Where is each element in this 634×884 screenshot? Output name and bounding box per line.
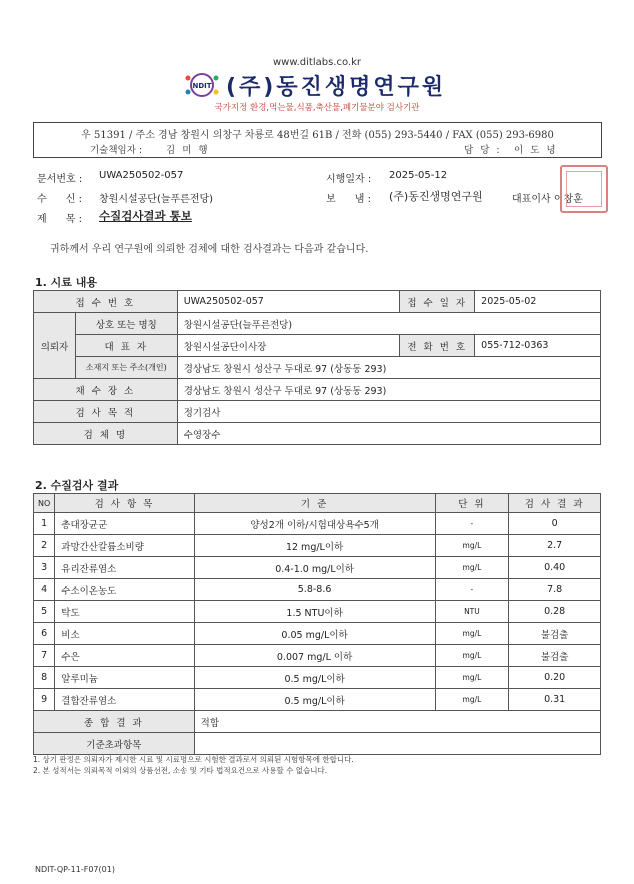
header-item: 검 사 항 목	[55, 494, 194, 513]
purpose-value: 정기검사	[177, 401, 600, 423]
lab-logo-icon	[182, 72, 222, 98]
issue-date-value: 2025-05-12	[389, 170, 448, 181]
row-item: 총대장균군	[55, 513, 194, 535]
row-result: 0.28	[509, 601, 601, 623]
section1-title: 1. 시료 내용	[35, 276, 97, 289]
row-result: 0	[509, 513, 601, 535]
overall-row	[34, 711, 601, 733]
row-item: 유리잔류염소	[55, 557, 194, 579]
row-item: 결합잔류염소	[55, 689, 194, 711]
row-item: 수은	[55, 645, 194, 667]
exceed-row	[34, 733, 601, 755]
table-row	[34, 291, 601, 313]
row-no: 4	[34, 579, 55, 601]
table-row	[34, 401, 601, 423]
manager-name: 이 도 녕	[514, 145, 558, 156]
tech-manager-name: 김 미 행	[166, 145, 210, 156]
row-unit: mg/L	[435, 557, 509, 579]
table-row	[34, 557, 601, 579]
row-result: 0.31	[509, 689, 601, 711]
row-unit: mg/L	[435, 689, 509, 711]
header-standard: 기 준	[194, 494, 435, 513]
results-header-row	[34, 494, 601, 513]
row-unit: mg/L	[435, 667, 509, 689]
row-no: 6	[34, 623, 55, 645]
row-no: 9	[34, 689, 55, 711]
website-url: www.ditlabs.co.kr	[272, 57, 361, 68]
row-no: 5	[34, 601, 55, 623]
doc-no-value: UWA250502-057	[99, 170, 184, 181]
tech-manager-label: 기술책임자 :	[90, 145, 143, 156]
row-unit: -	[435, 579, 509, 601]
table-row	[34, 689, 601, 711]
table-row	[34, 667, 601, 689]
note-1: 1. 상기 판정은 의뢰자가 제시한 시료 및 시료명으로 시험한 결과로서 의뢰된 시험항목에 한합니다.	[33, 755, 354, 764]
row-no: 3	[34, 557, 55, 579]
subject-value: 수질검사결과 통보	[99, 209, 192, 223]
row-item: 탁도	[55, 601, 194, 623]
address-label: 소재지 또는 주소(개인)	[75, 357, 177, 379]
row-result: 2.7	[509, 535, 601, 557]
table-row	[34, 313, 601, 335]
logo-text: NDIT	[192, 82, 212, 90]
address-box	[33, 122, 602, 158]
row-no: 1	[34, 513, 55, 535]
notes	[33, 754, 354, 776]
row-unit: mg/L	[435, 645, 509, 667]
row-item: 알루미늄	[55, 667, 194, 689]
representative-label: 대 표 자	[75, 335, 177, 357]
receipt-no-label: 접 수 번 호	[34, 291, 178, 313]
row-standard: 0.05 mg/L이하	[194, 623, 435, 645]
receipt-date-label: 접 수 일 자	[400, 291, 475, 313]
table-row	[34, 357, 601, 379]
subject-label: 제 목 :	[37, 214, 82, 225]
table-row	[34, 423, 601, 445]
form-code: NDIT-QP-11-F07(01)	[35, 865, 115, 874]
sample-info-table	[33, 290, 601, 445]
table-row	[34, 623, 601, 645]
table-row	[34, 579, 601, 601]
company-value: 창원시설공단(늘푸른전당)	[177, 313, 600, 335]
phone-value: 055-712-0363	[475, 335, 601, 357]
table-row	[34, 379, 601, 401]
table-row	[34, 645, 601, 667]
sampling-place-label: 채 수 장 소	[34, 379, 178, 401]
row-item: 과망간산칼륨소비량	[55, 535, 194, 557]
company-label: 상호 또는 명칭	[75, 313, 177, 335]
row-unit: mg/L	[435, 623, 509, 645]
issue-date-label: 시행일자 :	[326, 174, 372, 185]
row-standard: 12 mg/L이하	[194, 535, 435, 557]
intro-text: 귀하께서 우리 연구원에 의뢰한 검체에 대한 검사결과는 다음과 같습니다.	[50, 244, 369, 255]
address-value: 경상남도 창원시 성산구 두대로 97 (상동동 293)	[177, 357, 600, 379]
row-standard: 1.5 NTU이하	[194, 601, 435, 623]
row-result: 불검출	[509, 645, 601, 667]
row-standard: 0.007 mg/L 이하	[194, 645, 435, 667]
recipient-value: 창원시설공단(늘푸른전당)	[99, 194, 214, 205]
row-result: 0.20	[509, 667, 601, 689]
row-unit: -	[435, 513, 509, 535]
doc-no-label: 문서번호 :	[37, 174, 83, 185]
recipient-label: 수 신 :	[37, 194, 82, 205]
receipt-date-value: 2025-05-02	[475, 291, 601, 313]
section2-title: 2. 수질검사 결과	[35, 479, 119, 492]
representative-value: 창원시설공단이사장	[177, 335, 400, 357]
exceed-value	[194, 733, 600, 755]
row-standard: 0.5 mg/L이하	[194, 667, 435, 689]
phone-label: 전 화 번 호	[400, 335, 475, 357]
table-row	[34, 601, 601, 623]
manager-label: 담 당 :	[464, 145, 502, 156]
sender-representative: 대표이사 이창훈	[512, 194, 583, 205]
lab-subtitle: 국가지정 환경,먹는물,식품,축산물,폐기물분야 검사기관	[214, 103, 420, 113]
row-result: 불검출	[509, 623, 601, 645]
row-no: 2	[34, 535, 55, 557]
table-row	[34, 335, 601, 357]
sample-name-value: 수영장수	[177, 423, 600, 445]
row-standard: 양성2개 이하/시험대상욕수5개	[194, 513, 435, 535]
row-item: 수소이온농도	[55, 579, 194, 601]
lab-address: 우 51391 / 주소 경남 창원시 의창구 차룡로 48번길 61B / 전화 (055) 293-5440 / FAX (055) 293-6980	[81, 130, 554, 141]
results-body	[34, 513, 601, 711]
sender-value: (주)동진생명연구원	[389, 190, 483, 203]
header-unit: 단 위	[435, 494, 509, 513]
results-table	[33, 493, 601, 755]
company-seal-stamp	[560, 165, 608, 213]
overall-label: 종 합 결 과	[34, 711, 195, 733]
table-row	[34, 535, 601, 557]
exceed-label: 기준초과항목	[34, 733, 195, 755]
header-no: NO	[34, 494, 55, 513]
row-standard: 0.4-1.0 mg/L이하	[194, 557, 435, 579]
row-unit: mg/L	[435, 535, 509, 557]
row-result: 7.8	[509, 579, 601, 601]
note-2: 2. 본 성적서는 의뢰목적 이외의 상품선전, 소송 및 기타 법적요건으로 사용할 수 없습니다.	[33, 766, 328, 775]
lab-name: (주)동진생명연구원	[226, 75, 447, 100]
receipt-no-value: UWA250502-057	[177, 291, 400, 313]
client-label: 의뢰자	[34, 313, 76, 379]
sender-label: 보 냄 :	[326, 194, 371, 205]
row-item: 비소	[55, 623, 194, 645]
sampling-place-value: 경상남도 창원시 성산구 두대로 97 (상동동 293)	[177, 379, 600, 401]
sample-name-label: 검 체 명	[34, 423, 178, 445]
purpose-label: 검 사 목 적	[34, 401, 178, 423]
row-unit: NTU	[435, 601, 509, 623]
row-no: 8	[34, 667, 55, 689]
overall-value: 적합	[194, 711, 600, 733]
row-standard: 5.8-8.6	[194, 579, 435, 601]
row-result: 0.40	[509, 557, 601, 579]
row-no: 7	[34, 645, 55, 667]
row-standard: 0.5 mg/L이하	[194, 689, 435, 711]
header-result: 검 사 결 과	[509, 494, 601, 513]
table-row	[34, 513, 601, 535]
